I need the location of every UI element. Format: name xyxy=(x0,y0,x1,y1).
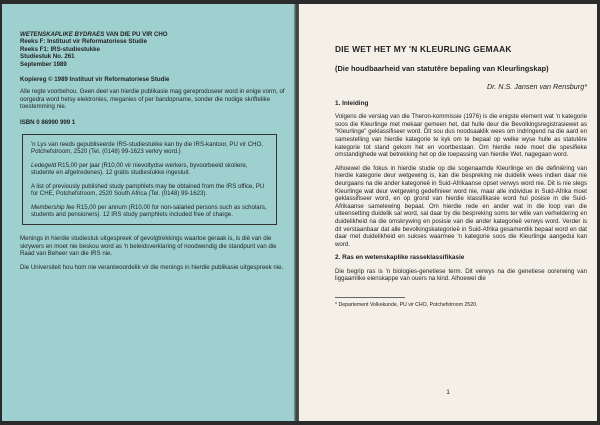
section-heading-1: 1. Inleiding xyxy=(335,99,369,107)
right-page xyxy=(299,4,597,421)
reeks-f1: Reeks F1: IRS-studiestukke xyxy=(20,45,100,53)
series-org: VAN DIE PU VIR CHO xyxy=(106,31,168,38)
box-english-list: A list of previously published study pamphlets may be obtained from the IRS office, PU for CHE, Potchefstroom, 2520 South Africa (Tel. (0148) 99-1623). xyxy=(31,182,265,198)
disclaimer: Menings in hierdie studiestuk uitgespreek of gevolgtrekkings waartoe geraak is, is dié van die skrywers en moet nie beskou word as 'n beleidsverklaring of noodwendig die standpunt van die Raad van Beheer van die IRS nie. xyxy=(20,235,277,258)
studiestuk-number: Studiestuk No. 261 xyxy=(20,53,75,61)
article-title: DIE WET HET MY 'N KLEURLING GEMAAK xyxy=(335,44,512,54)
box-ledegeld-label: Ledegeld xyxy=(31,161,57,169)
copyright-line: Kopiereg © 1989 Instituut vir Reformatoriese Studie xyxy=(20,76,170,84)
info-box xyxy=(22,134,277,225)
box-afrikaans-list: 'n Lys van reeds gepubliseerde IRS-studiestukke kan by die IRS-kantoor, PU vir CHO, Potchefstroom, 2520 (Tel. (0148) 99-1623 verkry word.) xyxy=(31,141,263,156)
isbn: ISBN 0 86990 999 1 xyxy=(20,118,76,126)
article-subtitle: (Die houdbaarheid van statutêre bepaling van Kleurlingskap) xyxy=(335,63,549,73)
university-disclaimer: Die Universiteit hou hom nie verantwoordelik vir die menings in hierdie publikasie uitgespreek nie. xyxy=(20,263,284,271)
paragraph-3: Die begrip ras is 'n biologies-genetiese term. Dit verwys na die genetiese oorerwing van liggaamlike eienskappe van ouers na kind. Alhoewel die xyxy=(335,267,587,283)
publication-date: September 1989 xyxy=(20,60,67,68)
series-line xyxy=(20,31,285,38)
series-name: WETENSKAPLIKE BYDRAES xyxy=(20,31,105,38)
author: Dr. N.S. Jansen van Rensburg* xyxy=(486,82,587,91)
box-membership-label: Membership fee xyxy=(31,203,75,211)
box-membership xyxy=(31,204,268,219)
footnote: * Departement Volkekunde, PU vir CHO, Potchefstroom 2520. xyxy=(335,302,478,309)
rights-notice: Alle regte voorbehou. Geen deel van hierdie publikasie mag gereproduseer word in enige vorm, of oorgedra word hetsy elektronies, meganies of per bandopname, sonder die nodige skriftelike toestemming nie. xyxy=(20,88,285,111)
reeks-f: Reeks F: Instituut vir Reformatoriese Studie xyxy=(20,38,147,46)
footnote-rule xyxy=(335,297,405,298)
left-page xyxy=(2,4,295,421)
paragraph-2: Alhoewel die fokus in hierdie studie op die sogenaamde Kleurlinge en die definiëring van hierdie kategorie deur wetgewing is, kan die bespreking nie duidelik wees indien daar nie deurgaans na die ander kategorieë in Suid-Afrikaanse opset verwys word nie. Dit is nie slegs Kleurlinge wat deur wetgewing gedefinieer word nie, maar alle individue in Suid-Afrika moet geklassifiseer word, en op grond van hierdie klassifikasie word hul posisie in die Suid-Afrikaanse samelewing bepaal. Om hierdie rede en ander wat in die loop van die uiteensetting duidelik sal word, sal daar by die bespreking soms ter wille van verheldering en duidelikheid na die omskrywing en posisie van die ander kategorieë verwys word. Verder is dit verstaanbaar dat alle bevolkingskategorieë in Suid-Afrika gesamentlik bepaal word en dat daar met duidelikheid en sukses waarmee 'n kategorie soos die Kleurlinge aangedui kan word. xyxy=(335,164,587,248)
box-ledegeld-text: R15,00 per jaar (R10,00 vir nievoltydse werkers, byvoorbeeld skoliere, studente en afgetredenes). 12 gratis studiestukke ingesluit. xyxy=(31,161,248,177)
paragraph-1: Volgens die verslag van die Theron-kommissie (1976) is die enigste element wat 'n kategorie soos die Kleurlinge met mekaar gemeen het, dat hulle deur die Bevolkingsregistrasiewet as "Kleurlinge" geklassifiseer word. Dit sou dus noodsaaklik wees om indringend na die aard en samestelling van hierdie kategorie te kyk om te bepaal op welke wyse hulle as statutêre kategorie tot stand gekom het en voortbestaan. Om hierdie rede moet die spesifieke omstandighede wat betrekking het op die toepassing van hierdie Wet, nagegaan word. xyxy=(335,113,587,159)
page-number: 1 xyxy=(446,389,450,397)
box-ledegeld xyxy=(31,162,268,177)
box-membership-text: R15,00 per annum (R10,00 for non-salaried persons such as scholars, students and pensioners). 12 IRS study pamphlets included free of charge. xyxy=(31,203,267,218)
section-heading-2: 2. Ras en wetenskaplike rasseklassifikasie xyxy=(335,254,465,262)
